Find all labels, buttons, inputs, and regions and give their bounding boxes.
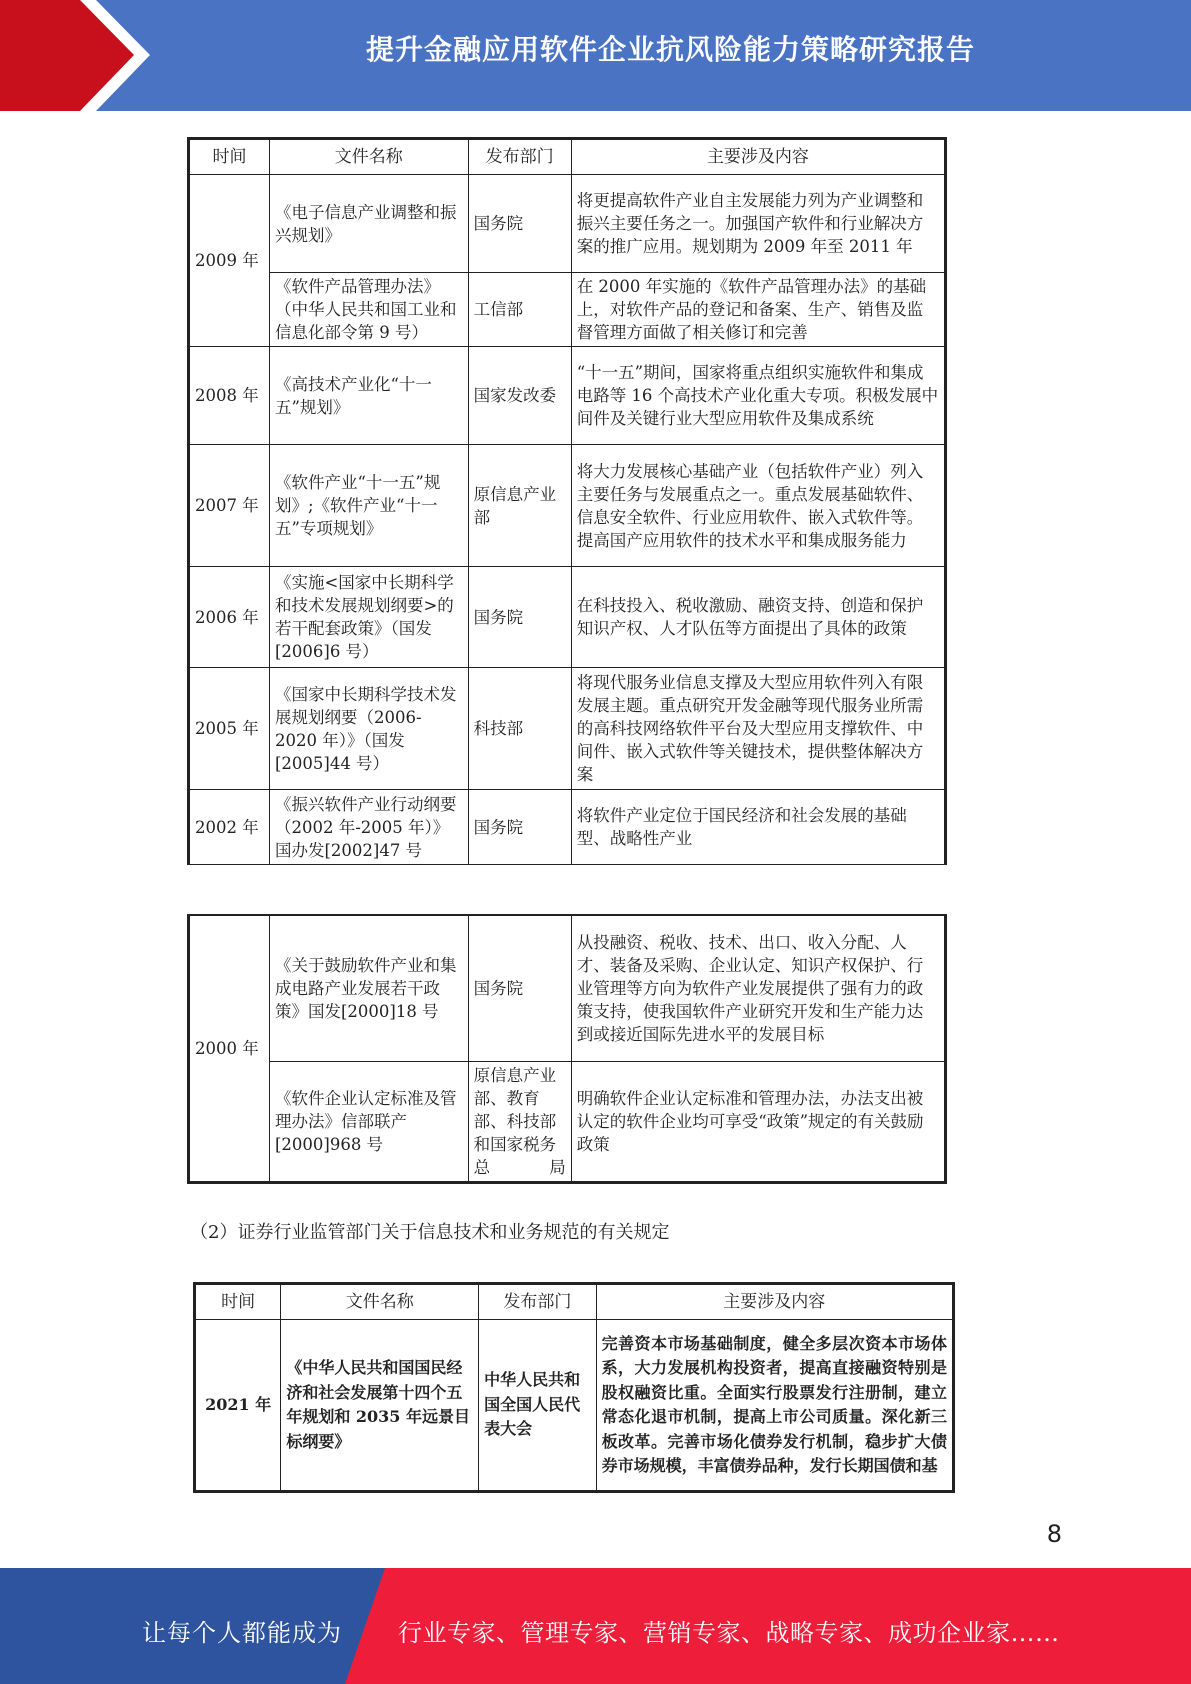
year-cell: 2002 年 <box>189 790 270 865</box>
policy-table-software-industry <box>187 137 947 865</box>
column-header: 主要涉及内容 <box>596 1284 953 1320</box>
document-name-cell: 《中华人民共和国国民经济和社会发展第十四个五年规划和 2035 年远景目标纲要》 <box>281 1320 479 1492</box>
content-cell: 将现代服务业信息支撑及大型应用软件列入有限发展主题。重点研究开发金融等现代服务业所需的高科技网络软件平台及大型应用支撑软件、中间件、嵌入式软件等关键技术，提供整体解决方案 <box>571 668 945 790</box>
document-name-cell: 《实施<国家中长期科学和技术发展规划纲要>的若干配套政策》（国发[2006]6 号） <box>269 567 468 668</box>
department-cell: 原信息产业部、教育部、科技部和国家税务总局 <box>468 1061 571 1182</box>
content-cell: “十一五”期间，国家将重点组织实施软件和集成电路等 16 个高技术产业化重大专项。积极发展中间件及关键行业大型应用软件及集成系统 <box>571 347 945 445</box>
table-row <box>189 915 946 1061</box>
table-row <box>189 1061 946 1182</box>
column-header: 发布部门 <box>468 139 571 175</box>
year-cell: 2021 年 <box>195 1320 281 1492</box>
page-header <box>0 0 1191 111</box>
policy-table-continued <box>187 914 947 1184</box>
document-name-cell: 《软件产品管理办法》（中华人民共和国工业和信息化部令第 9 号） <box>269 273 468 347</box>
content-cell: 将更提高软件产业自主发展能力列为产业调整和振兴主要任务之一。加强国产软件和行业解决方案的推广应用。规划期为 2009 年至 2011 年 <box>571 175 945 273</box>
content-cell: 将软件产业定位于国民经济和社会发展的基础型、战略性产业 <box>571 790 945 865</box>
securities-regulation-table <box>193 1282 955 1493</box>
document-name-cell: 《软件企业认定标准及管理办法》信部联产[2000]968 号 <box>269 1061 468 1182</box>
footer-slogan-left: 让每个人都能成为 <box>142 1619 342 1647</box>
report-title: 提升金融应用软件企业抗风险能力策略研究报告 <box>365 33 975 66</box>
content-cell: 完善资本市场基础制度，健全多层次资本市场体系，大力发展机构投资者，提高直接融资特别是股权融资比重。全面实行股票发行注册制，建立常态化退市机制，提高上市公司质量。深化新三板改革。完善市场化债券发行机制，稳步扩大债券市场规模，丰富债券品种，发行长期国债和基 <box>596 1320 953 1492</box>
department-cell: 国务院 <box>468 567 571 668</box>
year-cell: 2009 年 <box>189 175 270 347</box>
year-cell: 2007 年 <box>189 445 270 567</box>
column-header: 时间 <box>189 139 270 175</box>
column-header: 主要涉及内容 <box>571 139 945 175</box>
footer-slogan-right: 行业专家、管理专家、营销专家、战略专家、成功企业家…… <box>398 1619 1060 1647</box>
table-header-row <box>195 1284 954 1320</box>
content-cell: 明确软件企业认定标准和管理办法，办法支出被认定的软件企业均可享受“政策”规定的有关鼓励政策 <box>571 1061 945 1182</box>
column-header: 文件名称 <box>281 1284 479 1320</box>
content-cell: 将大力发展核心基础产业（包括软件产业）列入主要任务与发展重点之一。重点发展基础软件、信息安全软件、行业应用软件、嵌入式软件等。提高国产应用软件的技术水平和集成服务能力 <box>571 445 945 567</box>
content-cell: 在 2000 年实施的《软件产品管理办法》的基础上，对软件产品的登记和备案、生产、销售及监督管理方面做了相关修订和完善 <box>571 273 945 347</box>
department-cell: 国务院 <box>468 915 571 1061</box>
table-row <box>195 1320 954 1492</box>
table-header-row <box>189 139 946 175</box>
document-name-cell: 《软件产业“十一五”规划》;《软件产业“十一五”专项规划》 <box>269 445 468 567</box>
year-cell: 2000 年 <box>189 915 270 1182</box>
department-cell: 原信息产业部 <box>468 445 571 567</box>
department-cell: 中华人民共和国全国人民代表大会 <box>479 1320 596 1492</box>
table-row <box>189 790 946 865</box>
column-header: 发布部门 <box>479 1284 596 1320</box>
department-cell: 国家发改委 <box>468 347 571 445</box>
page-number: 8 <box>1046 1520 1062 1548</box>
section-heading: （2）证券行业监管部门关于信息技术和业务规范的有关规定 <box>190 1222 670 1243</box>
document-name-cell: 《高技术产业化“十一五”规划》 <box>269 347 468 445</box>
department-cell: 工信部 <box>468 273 571 347</box>
year-cell: 2006 年 <box>189 567 270 668</box>
department-cell: 国务院 <box>468 175 571 273</box>
document-name-cell: 《国家中长期科学技术发展规划纲要（2006-2020 年）》（国发[2005]44 号） <box>269 668 468 790</box>
table-row <box>189 175 946 273</box>
table-row <box>189 445 946 567</box>
page-footer <box>0 1568 1191 1684</box>
department-cell: 国务院 <box>468 790 571 865</box>
content-cell: 从投融资、税收、技术、出口、收入分配、人才、装备及采购、企业认定、知识产权保护、行业管理等方向为软件产业发展提供了强有力的政策支持，使我国软件产业研究开发和生产能力达到或接近国际先进水平的发展目标 <box>571 915 945 1061</box>
column-header: 时间 <box>195 1284 281 1320</box>
table-row <box>189 273 946 347</box>
year-cell: 2008 年 <box>189 347 270 445</box>
column-header: 文件名称 <box>269 139 468 175</box>
document-name-cell: 《电子信息产业调整和振兴规划》 <box>269 175 468 273</box>
content-cell: 在科技投入、税收激励、融资支持、创造和保护知识产权、人才队伍等方面提出了具体的政策 <box>571 567 945 668</box>
table-row <box>189 567 946 668</box>
document-name-cell: 《关于鼓励软件产业和集成电路产业发展若干政策》国发[2000]18 号 <box>269 915 468 1061</box>
department-cell: 科技部 <box>468 668 571 790</box>
document-name-cell: 《振兴软件产业行动纲要（2002 年-2005 年）》国办发[2002]47 号 <box>269 790 468 865</box>
year-cell: 2005 年 <box>189 668 270 790</box>
table-row <box>189 668 946 790</box>
table-row <box>189 347 946 445</box>
